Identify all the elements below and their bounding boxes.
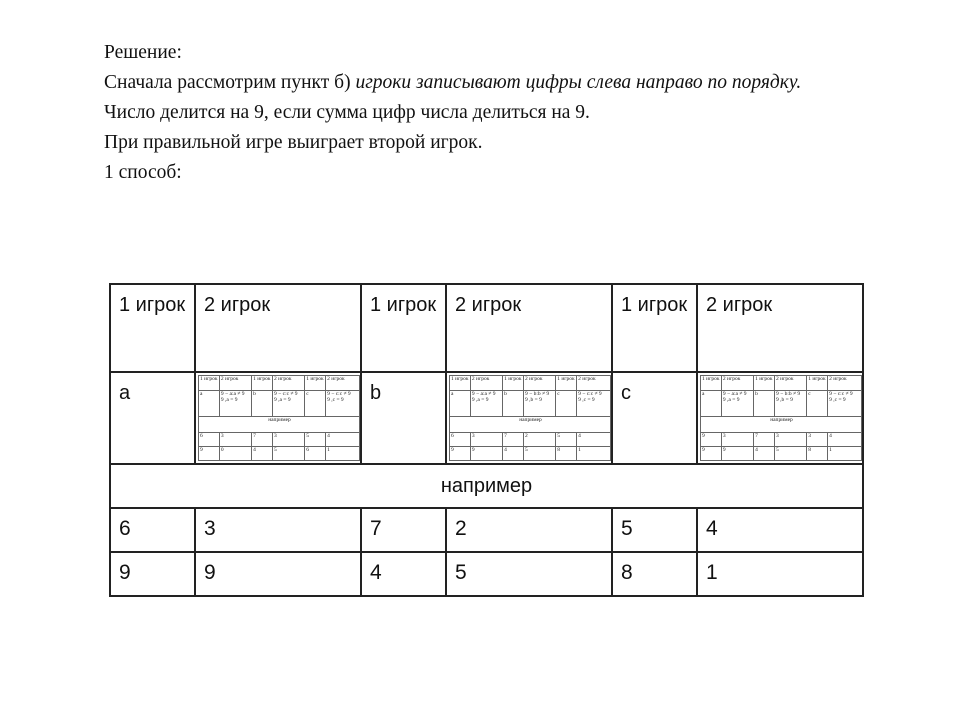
label-cell-a: a <box>110 372 195 464</box>
mini-cell: 7 <box>754 432 775 446</box>
mini-cell: 1 игрок <box>503 376 524 391</box>
header-cell: 2 игрок <box>697 284 863 372</box>
mini-cell: 5 <box>775 446 807 460</box>
mini-cell <box>524 391 556 417</box>
mini-cell <box>721 391 753 417</box>
mini-cell: 2 игрок <box>219 376 251 391</box>
paragraph-point-b <box>104 68 882 98</box>
mini-cell: 5 <box>273 446 305 460</box>
mini-cell <box>775 391 807 417</box>
label-cell-b: b <box>361 372 446 464</box>
mini-cell: 3 <box>219 432 251 446</box>
solution-heading: Решение: <box>104 42 182 63</box>
mini-example: например <box>199 417 360 432</box>
label-row <box>110 372 863 464</box>
mini-cell: 9 <box>721 446 753 460</box>
mini-cell: 1 игрок <box>252 376 273 391</box>
mini-cell: 7 <box>252 432 273 446</box>
digit-cell: 5 <box>612 508 697 552</box>
example-row <box>110 464 863 508</box>
mini-cell: 9 <box>450 446 471 460</box>
mini-cell: 5 <box>524 446 556 460</box>
mini-cell: 4 <box>577 432 611 446</box>
mini-formula-sub: 9 ,b = 9 <box>776 397 793 404</box>
digit-cell: 1 <box>697 552 863 596</box>
mini-cell <box>326 391 360 417</box>
mini-cell: 6 <box>305 446 326 460</box>
digit-cell: 4 <box>697 508 863 552</box>
mini-cell: 4 <box>828 432 862 446</box>
header-cell: 1 игрок <box>612 284 697 372</box>
mini-formula-sub: 9 ,a = 9 <box>274 397 291 404</box>
mini-cell: 1 <box>577 446 611 460</box>
digit-cell: 2 <box>446 508 612 552</box>
mini-cell: b <box>754 391 775 417</box>
mini-formula: 9 − c:c ≠ 9 <box>578 391 602 398</box>
mini-cell: 4 <box>754 446 775 460</box>
mini-cell: 3 <box>775 432 807 446</box>
mini-cell <box>273 391 305 417</box>
mini-formula: 9 − a:a ≠ 9 <box>471 391 496 398</box>
mini-cell: 3 <box>807 432 828 446</box>
winner-statement: При правильной игре выиграет второй игрок. <box>104 132 483 153</box>
mini-cell: 2 <box>524 432 556 446</box>
mini-cell: 2 игрок <box>721 376 753 391</box>
mini-cell: 9 <box>701 432 722 446</box>
header-cell: 2 игрок <box>195 284 361 372</box>
mini-cell: b <box>503 391 524 417</box>
mini-cell: 3 <box>721 432 753 446</box>
mini-cell <box>828 391 862 417</box>
mini-cell: c <box>556 391 577 417</box>
mini-cell <box>470 391 502 417</box>
mini-formula: 9 − c:c ≠ 9 <box>327 391 351 398</box>
mini-cell: 4 <box>326 432 360 446</box>
mini-cell: 6 <box>450 432 471 446</box>
mini-cell: 1 игрок <box>701 376 722 391</box>
mini-formula: 9 − c:c ≠ 9 <box>829 391 853 398</box>
mini-cell: a <box>701 391 722 417</box>
mini-cell: 1 игрок <box>305 376 326 391</box>
mini-cell: 5 <box>305 432 326 446</box>
paragraph-point-b-italic: игроки записывают цифры слева направо по порядку. <box>355 72 802 93</box>
mini-formula: 9 − a:a ≠ 9 <box>722 391 747 398</box>
mini-cell: 3 <box>273 432 305 446</box>
mini-cell: c <box>305 391 326 417</box>
mini-cell: 2 игрок <box>273 376 305 391</box>
mini-cell: 2 игрок <box>775 376 807 391</box>
mini-formula: 9 − a:a ≠ 9 <box>220 391 245 398</box>
mini-cell: 1 игрок <box>556 376 577 391</box>
mini-cell: 2 игрок <box>828 376 862 391</box>
mini-cell: 5 <box>556 432 577 446</box>
mini-cell: 2 игрок <box>326 376 360 391</box>
label-cell-c: c <box>612 372 697 464</box>
mini-cell: 6 <box>199 432 220 446</box>
mini-table-cell <box>446 372 612 464</box>
mini-cell: 4 <box>503 446 524 460</box>
mini-example: например <box>450 417 611 432</box>
mini-cell: 8 <box>807 446 828 460</box>
header-cell: 2 игрок <box>446 284 612 372</box>
mini-cell: 1 игрок <box>754 376 775 391</box>
mini-formula-sub: 9 ,c = 9 <box>578 397 595 404</box>
mini-cell: a <box>450 391 471 417</box>
mini-cell: 1 <box>326 446 360 460</box>
mini-cell: 8 <box>556 446 577 460</box>
mini-cell: 2 игрок <box>577 376 611 391</box>
mini-cell: 9 <box>470 446 502 460</box>
mini-cell: a <box>199 391 220 417</box>
mini-table <box>700 375 862 461</box>
mini-formula: 9 − c:c ≠ 9 <box>274 391 298 398</box>
solution-text <box>104 38 882 188</box>
mini-formula-sub: 9 ,c = 9 <box>829 397 846 404</box>
digit-cell: 6 <box>110 508 195 552</box>
mini-cell: 9 <box>701 446 722 460</box>
digit-cell: 7 <box>361 508 446 552</box>
digit-cell: 4 <box>361 552 446 596</box>
mini-cell: 1 игрок <box>450 376 471 391</box>
header-row <box>110 284 863 372</box>
method-label: 1 способ: <box>104 162 182 183</box>
digit-cell: 9 <box>195 552 361 596</box>
digit-cell: 9 <box>110 552 195 596</box>
mini-formula-sub: 9 ,b = 9 <box>525 397 542 404</box>
digits-row <box>110 552 863 596</box>
header-cell: 1 игрок <box>110 284 195 372</box>
digit-cell: 3 <box>195 508 361 552</box>
mini-table-cell <box>195 372 361 464</box>
divisibility-rule: Число делится на 9, если сумма цифр числа делиться на 9. <box>104 102 590 123</box>
mini-cell: c <box>807 391 828 417</box>
mini-cell: 2 игрок <box>470 376 502 391</box>
mini-example: например <box>701 417 862 432</box>
header-cell: 1 игрок <box>361 284 446 372</box>
mini-cell <box>219 391 251 417</box>
mini-formula-sub: 9 ,a = 9 <box>220 397 238 404</box>
mini-cell: 2 игрок <box>524 376 556 391</box>
mini-table <box>198 375 360 461</box>
mini-formula: 9 − b:b ≠ 9 <box>525 391 550 398</box>
mini-cell: 1 игрок <box>807 376 828 391</box>
mini-formula-sub: 9 ,c = 9 <box>327 397 344 404</box>
digit-cell: 8 <box>612 552 697 596</box>
game-table <box>109 283 864 597</box>
mini-cell: 7 <box>503 432 524 446</box>
mini-cell: 1 <box>828 446 862 460</box>
digit-cell: 5 <box>446 552 612 596</box>
paragraph-point-b-intro: Сначала рассмотрим пункт б) <box>104 72 356 93</box>
mini-formula-sub: 9 ,a = 9 <box>471 397 489 404</box>
mini-cell: 3 <box>470 432 502 446</box>
mini-table-cell <box>697 372 863 464</box>
mini-cell <box>577 391 611 417</box>
example-label: например <box>110 464 863 508</box>
mini-cell: 0 <box>219 446 251 460</box>
mini-cell: 9 <box>199 446 220 460</box>
mini-cell: 4 <box>252 446 273 460</box>
mini-formula: 9 − b:b ≠ 9 <box>776 391 801 398</box>
digits-row <box>110 508 863 552</box>
mini-formula-sub: 9 ,a = 9 <box>722 397 740 404</box>
mini-cell: 1 игрок <box>199 376 220 391</box>
mini-cell: b <box>252 391 273 417</box>
mini-table <box>449 375 611 461</box>
